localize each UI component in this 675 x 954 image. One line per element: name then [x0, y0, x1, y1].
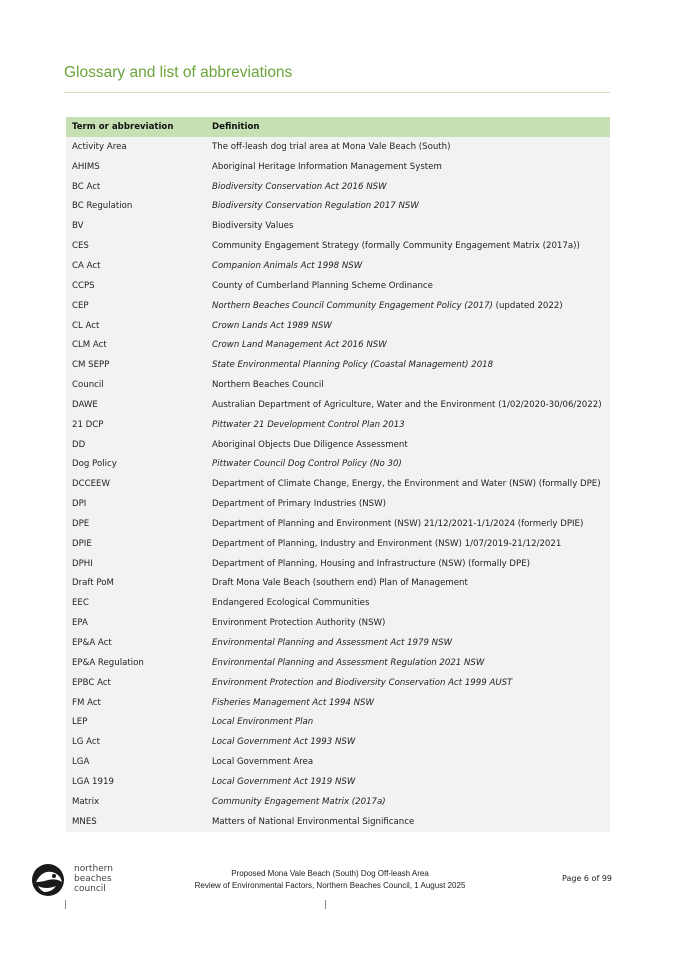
definition-cell — [206, 395, 610, 415]
definition-text: Local Government Act 1919 NSW — [212, 776, 356, 787]
definition-cell — [206, 276, 610, 296]
definition-text: Department of Primary Industries (NSW) — [212, 499, 386, 510]
definition-cell — [206, 494, 610, 514]
definition-text: Environment Protection and Biodiversity Conservation Act 1999 AUST — [212, 677, 513, 688]
table-row — [66, 712, 610, 732]
definition-text: Community Engagement Matrix (2017a) — [212, 796, 386, 807]
table-row — [66, 395, 610, 415]
table-row — [66, 355, 610, 375]
definition-text: Endangered Ecological Communities — [212, 598, 370, 609]
term-cell: EP&A Act — [66, 633, 206, 653]
heading-rule — [64, 92, 610, 93]
table-row — [66, 534, 610, 554]
term-cell: CM SEPP — [66, 355, 206, 375]
page-number: Page 6 of 99 — [562, 874, 612, 883]
term-cell: DPHI — [66, 554, 206, 574]
term-cell: CLM Act — [66, 335, 206, 355]
definition-text: Pittwater Council Dog Control Policy (No 30) — [212, 459, 402, 470]
definition-cell — [206, 772, 610, 792]
glossary-table — [66, 117, 610, 832]
definition-text: Crown Lands Act 1989 NSW — [212, 320, 332, 331]
term-cell: LEP — [66, 712, 206, 732]
term-cell: EPA — [66, 613, 206, 633]
table-row — [66, 276, 610, 296]
definition-text: Biodiversity Values — [212, 221, 294, 232]
table-row — [66, 335, 610, 355]
footer-document-info — [150, 868, 510, 892]
definition-text: Pittwater 21 Development Control Plan 2013 — [212, 419, 405, 430]
definition-text: Aboriginal Objects Due Diligence Assessment — [212, 439, 408, 450]
table-row — [66, 316, 610, 336]
definition-cell — [206, 157, 610, 177]
header-definition: Definition — [206, 117, 610, 137]
term-cell: Draft PoM — [66, 574, 206, 594]
term-cell: Activity Area — [66, 137, 206, 157]
definition-cell — [206, 335, 610, 355]
definition-cell — [206, 554, 610, 574]
definition-cell — [206, 673, 610, 693]
definition-text: Environmental Planning and Assessment Regulation 2021 NSW — [212, 657, 485, 668]
table-row — [66, 455, 610, 475]
table-row — [66, 494, 610, 514]
definition-cell — [206, 593, 610, 613]
definition-text: Department of Climate Change, Energy, the Environment and Water (NSW) (formally DPE) — [212, 479, 601, 490]
definition-cell — [206, 355, 610, 375]
definition-suffix: (updated 2022) — [492, 300, 563, 311]
term-cell: Matrix — [66, 792, 206, 812]
term-cell: LGA 1919 — [66, 772, 206, 792]
footer-divider — [325, 900, 326, 909]
table-row — [66, 415, 610, 435]
term-cell: DPI — [66, 494, 206, 514]
definition-cell — [206, 732, 610, 752]
table-row — [66, 633, 610, 653]
definition-cell — [206, 474, 610, 494]
table-row — [66, 693, 610, 713]
term-cell: FM Act — [66, 693, 206, 713]
definition-text: Local Government Area — [212, 757, 314, 768]
term-cell: CCPS — [66, 276, 206, 296]
table-row — [66, 435, 610, 455]
definition-cell — [206, 792, 610, 812]
definition-cell — [206, 137, 610, 157]
logo-line: northern — [74, 864, 113, 874]
term-cell: LGA — [66, 752, 206, 772]
term-cell: BC Act — [66, 177, 206, 197]
term-cell: CL Act — [66, 316, 206, 336]
term-cell: EEC — [66, 593, 206, 613]
definition-text: Draft Mona Vale Beach (southern end) Plan of Management — [212, 578, 468, 589]
term-cell: CES — [66, 236, 206, 256]
table-row — [66, 772, 610, 792]
table-row — [66, 474, 610, 494]
logo-line: beaches — [74, 874, 112, 884]
table-row — [66, 653, 610, 673]
table-row — [66, 137, 610, 157]
table-row — [66, 216, 610, 236]
footer-divider — [65, 900, 66, 909]
logo-line: council — [74, 884, 106, 894]
definition-text: Local Environment Plan — [212, 717, 314, 728]
table-row — [66, 554, 610, 574]
table-row — [66, 157, 610, 177]
definition-text: Fisheries Management Act 1994 NSW — [212, 697, 374, 708]
term-cell: BV — [66, 216, 206, 236]
term-cell: BC Regulation — [66, 197, 206, 217]
term-cell: CA Act — [66, 256, 206, 276]
definition-text: Department of Planning and Environment (NSW) 21/12/2021-1/1/2024 (formerly DPIE) — [212, 518, 584, 529]
footer-doc-title: Proposed Mona Vale Beach (South) Dog Off-leash Area — [231, 869, 429, 878]
definition-text: Environment Protection Authority (NSW) — [212, 618, 386, 629]
definition-cell — [206, 177, 610, 197]
definition-cell — [206, 693, 610, 713]
term-cell: LG Act — [66, 732, 206, 752]
definition-text: Community Engagement Strategy (formally Community Engagement Matrix (2017a)) — [212, 241, 580, 252]
table-row — [66, 732, 610, 752]
table-row — [66, 375, 610, 395]
table-row — [66, 197, 610, 217]
term-cell: AHIMS — [66, 157, 206, 177]
definition-cell — [206, 256, 610, 276]
table-row — [66, 792, 610, 812]
term-cell: CEP — [66, 296, 206, 316]
definition-text: County of Cumberland Planning Scheme Ordinance — [212, 280, 433, 291]
definition-cell — [206, 653, 610, 673]
term-cell: DPE — [66, 514, 206, 534]
definition-text: Biodiversity Conservation Regulation 2017 NSW — [212, 201, 419, 212]
term-cell: DAWE — [66, 395, 206, 415]
term-cell: DCCEEW — [66, 474, 206, 494]
definition-cell — [206, 752, 610, 772]
table-row — [66, 256, 610, 276]
term-cell: Dog Policy — [66, 455, 206, 475]
definition-text: Department of Planning, Industry and Environment (NSW) 1/07/2019-21/12/2021 — [212, 538, 562, 549]
term-cell: MNES — [66, 812, 206, 832]
definition-cell — [206, 296, 610, 316]
definition-text: Australian Department of Agriculture, Water and the Environment (1/02/2020-30/06/2022) — [212, 399, 602, 410]
definition-cell — [206, 435, 610, 455]
definition-text: Northern Beaches Council — [212, 380, 324, 391]
definition-text: Environmental Planning and Assessment Act 1979 NSW — [212, 638, 453, 649]
term-cell: 21 DCP — [66, 415, 206, 435]
definition-cell — [206, 514, 610, 534]
council-logo-icon — [28, 860, 72, 900]
table-header-row — [66, 117, 610, 137]
definition-text: Crown Land Management Act 2016 NSW — [212, 340, 387, 351]
term-cell: DPIE — [66, 534, 206, 554]
definition-cell — [206, 316, 610, 336]
definition-text: Aboriginal Heritage Information Management System — [212, 161, 442, 172]
term-cell: EP&A Regulation — [66, 653, 206, 673]
header-term: Term or abbreviation — [66, 117, 206, 137]
table-row — [66, 752, 610, 772]
definition-cell — [206, 534, 610, 554]
logo-wordmark — [74, 864, 113, 894]
term-cell: DD — [66, 435, 206, 455]
definition-text: Northern Beaches Council Community Engagement Policy (2017) — [212, 300, 493, 311]
definition-cell — [206, 574, 610, 594]
definition-cell — [206, 613, 610, 633]
table-row — [66, 593, 610, 613]
definition-cell — [206, 197, 610, 217]
term-cell: Council — [66, 375, 206, 395]
definition-text: Department of Planning, Housing and Infrastructure (NSW) (formally DPE) — [212, 558, 530, 569]
glossary-body — [66, 137, 610, 832]
table-row — [66, 673, 610, 693]
definition-text: State Environmental Planning Policy (Coastal Management) 2018 — [212, 360, 494, 371]
definition-text: Matters of National Environmental Significance — [212, 816, 415, 827]
definition-cell — [206, 216, 610, 236]
table-row — [66, 236, 610, 256]
definition-text: The off-leash dog trial area at Mona Vale Beach (South) — [212, 141, 451, 152]
table-row — [66, 514, 610, 534]
definition-cell — [206, 236, 610, 256]
table-row — [66, 296, 610, 316]
definition-cell — [206, 455, 610, 475]
definition-cell — [206, 633, 610, 653]
page-heading: Glossary and list of abbreviations — [64, 64, 293, 81]
definition-text: Local Government Act 1993 NSW — [212, 737, 356, 748]
definition-cell — [206, 415, 610, 435]
definition-cell — [206, 712, 610, 732]
footer-doc-subtitle: Review of Environmental Factors, Northern Beaches Council, 1 August 2025 — [194, 881, 466, 890]
definition-cell — [206, 375, 610, 395]
term-cell: EPBC Act — [66, 673, 206, 693]
table-row — [66, 812, 610, 832]
table-row — [66, 177, 610, 197]
table-row — [66, 574, 610, 594]
definition-text: Companion Animals Act 1998 NSW — [212, 260, 363, 271]
definition-text: Biodiversity Conservation Act 2016 NSW — [212, 181, 387, 192]
definition-cell — [206, 812, 610, 832]
table-row — [66, 613, 610, 633]
